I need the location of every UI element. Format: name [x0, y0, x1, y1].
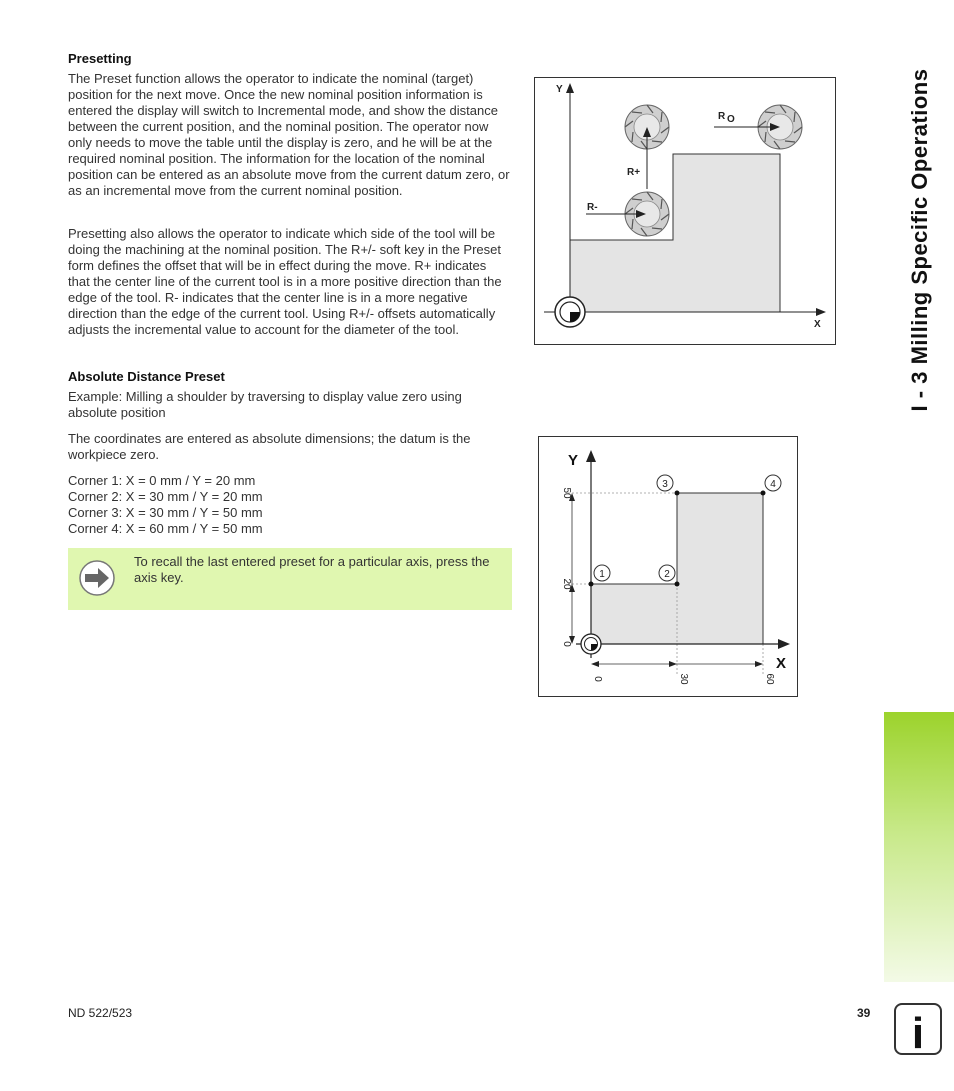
y-tick-50: 50 [561, 487, 572, 499]
r0-subscript: O [727, 114, 735, 125]
corner-2-text: Corner 2: X = 30 mm / Y = 20 mm [68, 489, 263, 504]
svg-text:3: 3 [662, 479, 668, 490]
x-tick-0: 0 [592, 676, 603, 682]
corner-1-text: Corner 1: X = 0 mm / Y = 20 mm [68, 473, 256, 488]
info-letter: i [911, 1009, 925, 1056]
figure-absolute-preset [538, 436, 798, 697]
presetting-paragraph-1: The Preset function allows the operator to indicate the nominal (target) position for the next move. Once the new nominal position information is entered the display will switch to Incremental mode, and show the distance between the current position, and the nominal position. The operator now only needs to move the table until the display is zero, and he will be at the required nominal position. The information for the location of the nominal position can be entered as an absolute move from the current datum zero, or as an incremental move from the current nominal position. [68, 71, 510, 198]
corner-list [68, 473, 263, 537]
section-title-vertical: I - 3 Milling Specific Operations [907, 68, 932, 412]
absolute-preset-paragraph-2: The coordinates are entered as absolute dimensions; the datum is the workpiece zero. [68, 431, 471, 462]
presetting-paragraph-2: Presetting also allows the operator to indicate which side of the tool will be doing the machining at the nominal position. The R+/- soft key in the Preset form defines the offset that will be in effect during the move. R+ indicates that the center line of the current tool is in a more positive direction than the edge of the tool. R- indicates that the center line is in a more negative direction than the edge of the current tool. Using R+/- offsets automatically adjusts the incremental value to account for the diameter of the tool. [68, 226, 502, 337]
arrow-right-icon [78, 559, 116, 597]
footer-model: ND 522/523 [68, 1006, 133, 1020]
note-text: To recall the last entered preset for a particular axis, press the axis key. [134, 554, 490, 585]
info-icon [893, 1002, 943, 1056]
corner-marker-4 [765, 475, 781, 491]
y-tick-20: 20 [561, 578, 572, 590]
svg-text:4: 4 [770, 479, 776, 490]
absolute-preset-paragraph-1: Example: Milling a shoulder by traversing to display value zero using absolute position [68, 389, 462, 420]
page-number: 39 [857, 1006, 871, 1020]
section-tab-green [884, 712, 954, 982]
corner-marker-2 [659, 565, 675, 581]
corner-marker-1 [594, 565, 610, 581]
y-axis-label: Y [568, 452, 579, 469]
y-tick-0: 0 [561, 641, 572, 647]
r0-label: R [718, 111, 726, 122]
absolute-preset-heading: Absolute Distance Preset [68, 369, 225, 384]
datum-symbol-icon [581, 634, 601, 654]
presetting-heading: Presetting [68, 51, 132, 66]
svg-text:1: 1 [599, 569, 605, 580]
corner-3-text: Corner 3: X = 30 mm / Y = 50 mm [68, 505, 263, 520]
rminus-label: R- [587, 202, 598, 213]
x-tick-60: 60 [764, 673, 775, 685]
corner-4-text: Corner 4: X = 60 mm / Y = 50 mm [68, 521, 263, 536]
figure-presetting-tool-offset [534, 77, 836, 345]
y-axis-label: Y [556, 84, 563, 95]
datum-symbol-icon [555, 297, 585, 327]
x-tick-30: 30 [678, 673, 689, 685]
rplus-label: R+ [627, 167, 641, 178]
x-axis-label: X [814, 319, 821, 330]
corner-marker-3 [657, 475, 673, 491]
svg-text:2: 2 [664, 569, 670, 580]
x-axis-label: X [776, 655, 787, 672]
